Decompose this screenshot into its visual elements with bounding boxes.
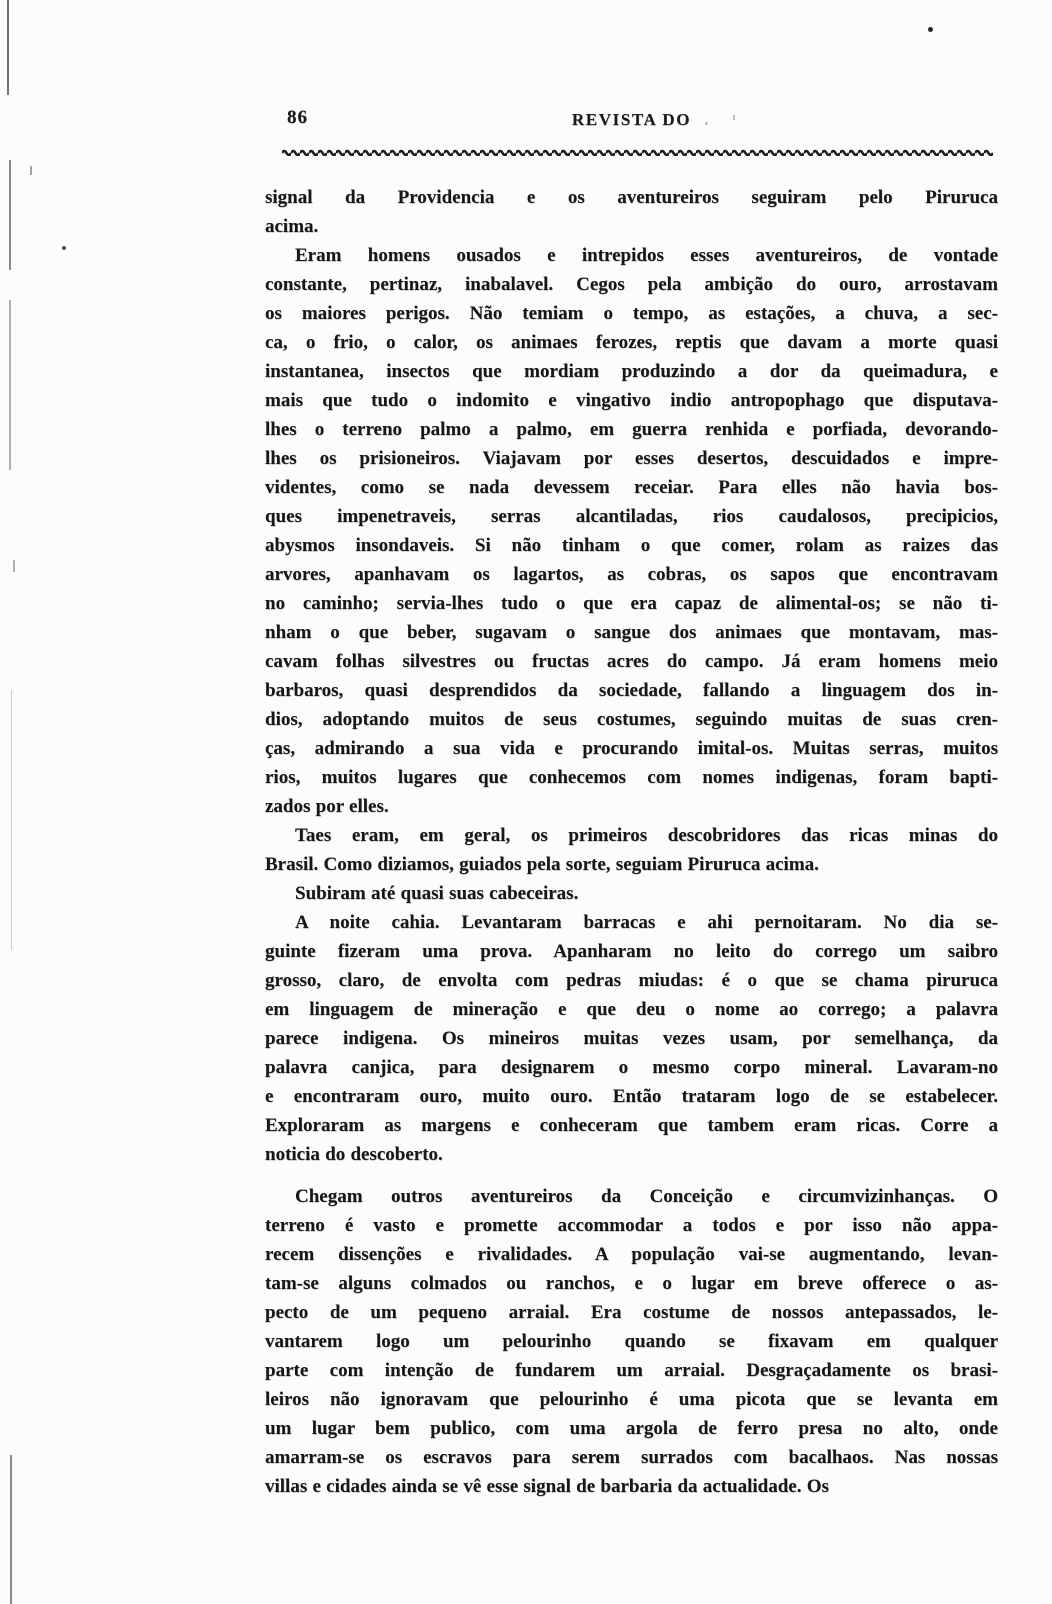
scan-streak	[9, 160, 11, 270]
text-line: rios, muitos lugares que conhecemos com nomes indigenas, foram bapti-	[265, 767, 998, 788]
text-line: ca, o frio, o calor, os animaes ferozes, reptis que davam a morte quasi	[265, 332, 998, 353]
paragraph	[265, 1182, 998, 1501]
text-line: amarram-se os escravos para serem surrados com bacalhaos. Nas nossas	[265, 1447, 998, 1468]
scan-streak	[10, 1455, 12, 1604]
scan-speck	[705, 122, 708, 125]
text-line: instantanea, insectos que mordiam produzindo a dor da queimadura, e	[265, 361, 998, 382]
text-line: ças, admirando a sua vida e procurando imital-os. Muitas serras, muitos	[265, 738, 998, 759]
paragraph	[265, 821, 998, 879]
scan-speck	[13, 560, 15, 572]
text-line: parece indigena. Os mineiros muitas vezes usam, por semelhança, da	[265, 1028, 998, 1049]
text-line: lhes o terreno palmo a palmo, em guerra renhida e porfiada, devorando-	[265, 419, 998, 440]
text-line: parte com intenção de fundarem um arraial. Desgraçadamente os brasi-	[265, 1360, 998, 1381]
scan-speck	[62, 246, 66, 250]
text-line: em linguagem de mineração e que deu o nome ao corrego; a palavra	[265, 999, 998, 1020]
text-line: recem dissenções e rivalidades. A população vai-se augmentando, levan-	[265, 1244, 998, 1265]
text-line: Brasil. Como diziamos, guiados pela sorte, seguiam Piruruca acima.	[265, 854, 819, 875]
scan-streak	[9, 300, 11, 470]
page-number: 86	[287, 107, 308, 128]
paragraph	[265, 241, 998, 821]
text-line: palavra canjica, para designarem o mesmo corpo mineral. Lavaram-no	[265, 1057, 998, 1078]
scan-streak	[7, 0, 9, 95]
text-line: Exploraram as margens e conheceram que tambem eram ricas. Corre a	[265, 1115, 998, 1136]
text-line: Taes eram, em geral, os primeiros descobridores das ricas minas do	[295, 825, 998, 846]
text-line: signal da Providencia e os aventureiros seguiram pelo Piruruca	[265, 187, 998, 208]
text-line: arvores, apanhavam os lagartos, as cobras, os sapos que encontravam	[265, 564, 998, 585]
text-line: Subiram até quasi suas cabeceiras.	[295, 883, 579, 904]
text-line: um lugar bem publico, com uma argola de ferro presa no alto, onde	[265, 1418, 998, 1439]
text-line: grosso, claro, de envolta com pedras miudas: é o que se chama piruruca	[265, 970, 998, 991]
text-line: e encontraram ouro, muito ouro. Então trataram logo de se estabelecer.	[265, 1086, 998, 1107]
text-line: pecto de um pequeno arraial. Era costume de nossos antepassados, le-	[265, 1302, 998, 1323]
text-line: abysmos insondaveis. Si não tinham o que comer, rolam as raizes das	[265, 535, 998, 556]
journal-title: REVISTA DO	[571, 110, 692, 129]
text-line: no caminho; servia-lhes tudo o que era capaz de alimental-os; se não ti-	[265, 593, 998, 614]
wavy-divider-rule	[282, 147, 993, 156]
text-line: videntes, como se nada devessem receiar. Para elles não havia bos-	[265, 477, 998, 498]
text-line: acima.	[265, 216, 319, 237]
text-line: dios, adoptando muitos de seus costumes, seguindo muitas de suas cren-	[265, 709, 998, 730]
scan-speck	[733, 115, 735, 120]
text-line: noticia do descoberto.	[265, 1144, 443, 1165]
text-line: mais que tudo o indomito e vingativo indio antropophago que disputava-	[265, 390, 998, 411]
text-line: zados por elles.	[265, 796, 389, 817]
paragraph	[265, 879, 998, 908]
scan-speck	[928, 27, 933, 32]
text-line: ques impenetraveis, serras alcantiladas, rios caudalosos, precipicios,	[265, 506, 998, 527]
text-line: leiros não ignoravam que pelourinho é uma picota que se levanta em	[265, 1389, 998, 1410]
paragraph	[265, 908, 998, 1169]
text-line: constante, pertinaz, inabalavel. Cegos pela ambição do ouro, arrostavam	[265, 274, 998, 295]
text-line: A noite cahia. Levantaram barracas e ahi pernoitaram. No dia se-	[295, 912, 998, 933]
text-line: villas e cidades ainda se vê esse signal de barbaria da actualidade. Os	[265, 1476, 829, 1497]
text-line: tam-se alguns colmados ou ranchos, e o lugar em breve offerece o as-	[265, 1273, 998, 1294]
page-body-text	[265, 183, 998, 1501]
text-line: nham o que beber, sugavam o sangue dos animaes que montavam, mas-	[265, 622, 998, 643]
text-line: barbaros, quasi desprendidos da sociedade, fallando a linguagem dos in-	[265, 680, 998, 701]
text-line: os maiores perigos. Não temiam o tempo, as estações, a chuva, a sec-	[265, 303, 998, 324]
scan-speck	[30, 166, 32, 175]
scan-streak	[11, 690, 12, 950]
text-line: Chegam outros aventureiros da Conceição e circumvizinhanças. O	[295, 1186, 998, 1207]
text-line: Eram homens ousados e intrepidos esses aventureiros, de vontade	[295, 245, 998, 266]
text-line: lhes os prisioneiros. Viajavam por esses desertos, descuidados e impre-	[265, 448, 998, 469]
text-line: cavam folhas silvestres ou fructas acres do campo. Já eram homens meio	[265, 651, 998, 672]
text-line: terreno é vasto e promette accommodar a todos e por isso não appa-	[265, 1215, 998, 1236]
paragraph	[265, 183, 998, 241]
text-line: guinte fizeram uma prova. Apanharam no leito do corrego um saibro	[265, 941, 998, 962]
text-line: vantarem logo um pelourinho quando se fixavam em qualquer	[265, 1331, 998, 1352]
